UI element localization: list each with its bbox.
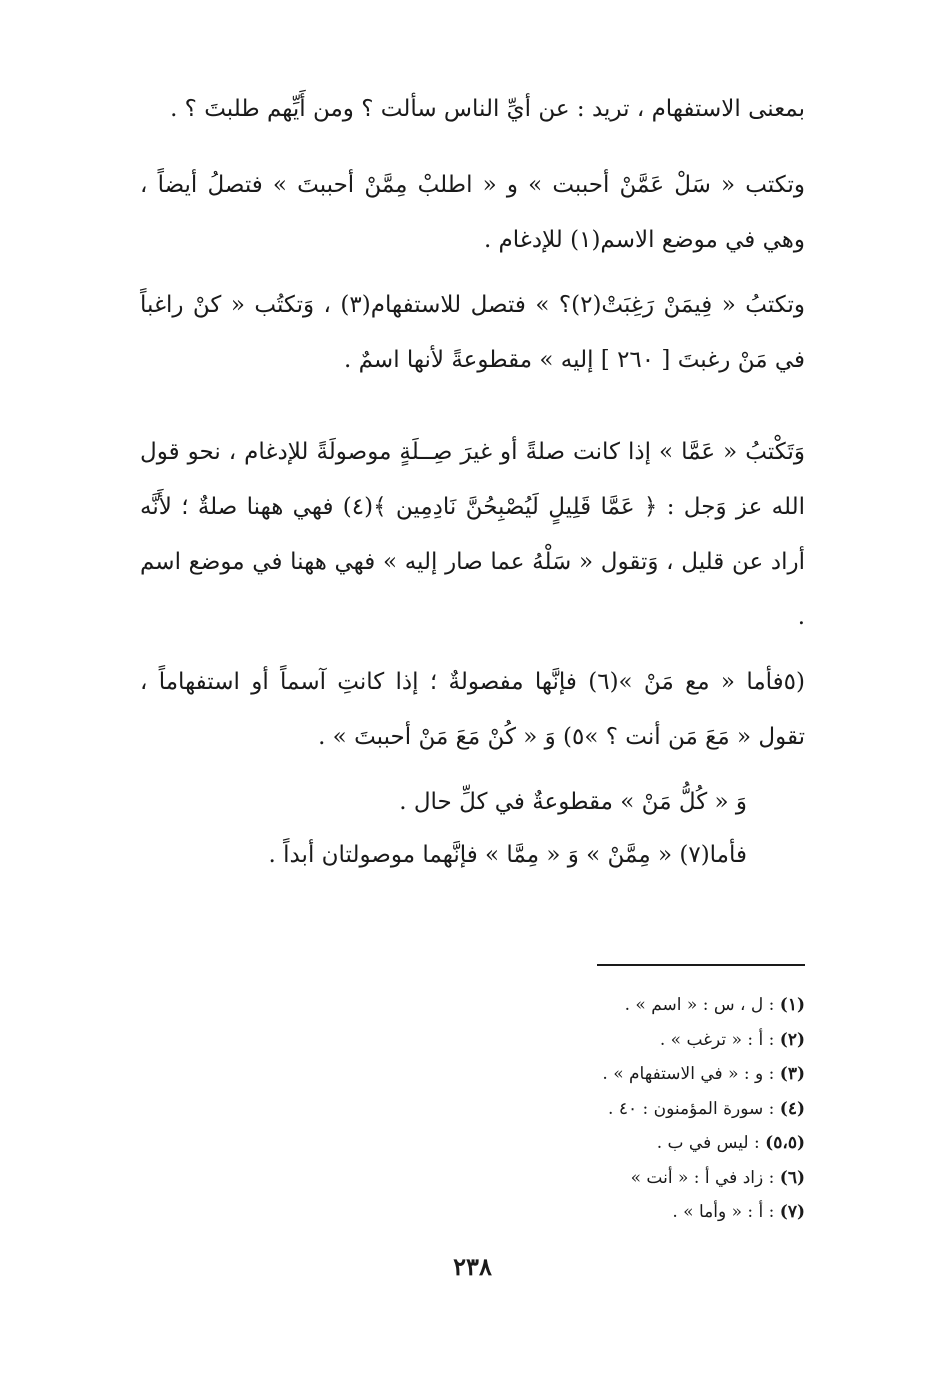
footnote-number: (٢) [779, 1029, 805, 1050]
footnote-text: : سورة المؤمنون : ٤٠ . [608, 1098, 780, 1119]
footnote-item [405, 1057, 805, 1092]
footnote-item [405, 1092, 805, 1127]
footnote-number: (٧) [779, 1202, 805, 1222]
footnote-text: : ليس في ب . [656, 1133, 766, 1153]
paragraph-1: بمعنى الاستفهام ، تريد : عن أيِّ الناس سألت ؟ ومن أَيِّهم طلبتَ ؟ . [170, 96, 805, 122]
footnote-number: (٤) [779, 1098, 805, 1119]
footnote-item [405, 1195, 805, 1230]
footnotes-list [405, 988, 805, 1230]
footnote-text: : زاد في أ : « أنت » [630, 1167, 780, 1188]
paragraph-4: وَتَكْتبُ « عَمَّا » إذا كانت صلةً أو غيرَ صِــلَةٍ موصولَةً للإدغام ، نحو قول الله عز وَجل : ﴿ عَمَّا قَلِيلٍ لَيُصْبِحُنَّ نَادِمِين ﴾(٤) فهي ههنا صلةٌ ؛ لأَنَّه أراد عن قليل ، وَتقول « سَلْهُ عما صار إليه » فهي ههنا في موضع اسم . [140, 439, 805, 630]
footnote-text: : و : « في الاستفهام » . [602, 1064, 780, 1084]
footnote-text: : أ : « وأما » . [672, 1202, 780, 1222]
paragraph-5: (٥فأما « مع مَنْ »(٦) فإنَّها مفصولةٌ ؛ إذا كانتِ آسماً أو استفهاماً ، تقول « مَعَ مَن أنت ؟ »٥) وَ « كُنْ مَعَ مَنْ أحببتَ » . [140, 669, 805, 750]
footnote-item [405, 1126, 805, 1161]
paragraph-3: وتكتبُ « فِيمَنْ رَغِبَتْ(٢)؟ » فتصل للاستفهام(٣) ، وَتكتُب « كنْ راغباً في مَنْ رغبتَ [ ٢٦٠ ] إليه » مقطوعةً لأنها اسمٌ . [140, 292, 805, 373]
paragraph-6: وَ « كُلُّ مَنْ » مقطوعةٌ في كلِّ حال . [399, 789, 747, 815]
footnote-number: (١) [779, 995, 805, 1015]
page-number: ٢٣٨ [453, 1252, 492, 1281]
footnote-number: (٣) [779, 1064, 805, 1084]
footnote-number: (٥،٥) [765, 1133, 805, 1153]
footnote-number: (٦) [779, 1167, 805, 1188]
footnote-item [405, 1161, 805, 1196]
paragraph-2: وتكتب « سَلْ عَمَّنْ أحببت » و « اطلبْ مِمَّنْ أحببتَ » فتصلُ أيضاً ، وهي في موضع الاسم(١) للإدغام . [140, 172, 805, 253]
footnote-item [405, 1023, 805, 1058]
footnote-item [405, 988, 805, 1023]
footnote-divider [597, 964, 805, 966]
paragraph-7: فأما(٧) « مِمَّنْ » وَ « مِمَّا » فإنَّهما موصولتان أبداً . [268, 842, 747, 868]
footnote-text: : ل ، س : « اسم » . [624, 995, 780, 1015]
footnote-text: : أ : « ترغب » . [659, 1029, 780, 1050]
